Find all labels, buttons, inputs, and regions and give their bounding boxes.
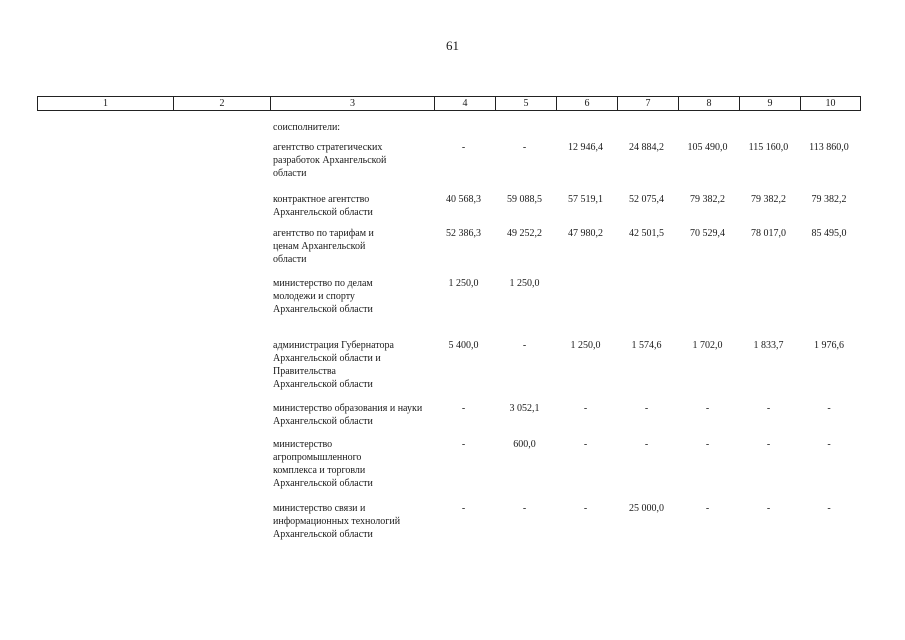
value-cell <box>433 121 494 134</box>
executor-name: агентство стратегических разработок Архангельской области <box>273 142 387 179</box>
value-cell: 1 833,7 <box>753 340 784 351</box>
value-cell: - <box>705 439 710 450</box>
empty-cell <box>37 339 269 391</box>
value-cell: 47 980,2 <box>568 228 603 239</box>
value-cell: 79 382,2 <box>751 194 786 205</box>
column-number: 9 <box>739 97 800 110</box>
value-cell <box>555 277 616 316</box>
value-cell: 1 250,0 <box>448 278 479 289</box>
value-cell <box>799 277 859 316</box>
table-row <box>37 438 859 490</box>
value-cell: - <box>827 403 831 414</box>
table-row <box>37 277 859 316</box>
table-row <box>37 193 859 219</box>
empty-cell <box>37 277 269 316</box>
value-cell <box>677 277 738 316</box>
value-cell <box>555 121 616 134</box>
executor-name: агентство по тарифам и ценам Архангельской области <box>273 228 374 265</box>
value-cell: - <box>766 403 771 414</box>
value-cell: - <box>644 439 649 450</box>
value-cell: - <box>461 142 466 153</box>
value-cell: 78 017,0 <box>751 228 786 239</box>
column-number-header <box>37 96 861 111</box>
table-row <box>37 121 859 134</box>
table-row <box>37 339 859 391</box>
table-row <box>37 141 859 180</box>
column-number: 8 <box>678 97 739 110</box>
table-row <box>37 227 859 266</box>
value-cell: 3 052,1 <box>509 403 540 414</box>
value-cell <box>738 277 799 316</box>
table-row <box>37 502 859 541</box>
value-cell: 24 884,2 <box>629 142 664 153</box>
value-cell: 5 400,0 <box>448 340 479 351</box>
value-cell <box>677 121 738 134</box>
value-cell: 105 490,0 <box>687 142 728 153</box>
empty-cell <box>37 141 269 180</box>
value-cell: 40 568,3 <box>446 194 481 205</box>
value-cell: - <box>522 340 527 351</box>
value-cell: 42 501,5 <box>629 228 664 239</box>
page-number: 61 <box>446 38 459 53</box>
column-number: 10 <box>800 97 860 110</box>
empty-cell <box>37 227 269 266</box>
value-cell: - <box>522 503 527 514</box>
empty-cell <box>37 402 269 428</box>
column-number: 2 <box>173 97 270 110</box>
value-cell: - <box>583 403 588 414</box>
value-cell: 1 250,0 <box>570 340 601 351</box>
value-cell: 57 519,1 <box>568 194 603 205</box>
empty-cell <box>37 502 269 541</box>
value-cell: - <box>461 503 466 514</box>
value-cell: 115 160,0 <box>748 142 789 153</box>
column-number: 5 <box>495 97 556 110</box>
value-cell: 52 386,3 <box>446 228 481 239</box>
value-cell: - <box>827 439 831 450</box>
executor-name: администрация Губернатора Архангельской области и Правительства Архангельской области <box>273 340 394 390</box>
empty-cell <box>37 121 269 134</box>
value-cell <box>799 121 859 134</box>
value-cell: 49 252,2 <box>507 228 542 239</box>
value-cell: - <box>522 142 527 153</box>
value-cell: - <box>766 439 771 450</box>
value-cell: 1 702,0 <box>692 340 723 351</box>
value-cell: - <box>461 403 466 414</box>
value-cell: 59 088,5 <box>507 194 542 205</box>
column-number: 6 <box>556 97 617 110</box>
value-cell: 1 574,6 <box>631 340 662 351</box>
value-cell <box>738 121 799 134</box>
empty-cell <box>37 438 269 490</box>
value-cell: - <box>461 439 466 450</box>
value-cell: 79 382,2 <box>811 194 847 205</box>
value-cell: - <box>766 503 771 514</box>
executor-name: соисполнители: <box>273 122 341 133</box>
value-cell: 85 495,0 <box>811 228 847 239</box>
column-number: 3 <box>270 97 434 110</box>
value-cell: 600,0 <box>513 439 536 450</box>
column-number: 7 <box>617 97 678 110</box>
executor-name: министерство связи и информационных технологий Архангельской области <box>273 503 401 540</box>
value-cell: 12 946,4 <box>568 142 603 153</box>
value-cell: 79 382,2 <box>690 194 725 205</box>
executor-name: контрактное агентство Архангельской области <box>273 194 373 218</box>
executor-name: министерство агропромышленного комплекса и торговли Архангельской области <box>273 439 373 489</box>
table-row <box>37 402 859 428</box>
value-cell: - <box>705 403 710 414</box>
value-cell <box>616 121 677 134</box>
executor-name: министерство по делам молодежи и спорту Архангельской области <box>273 278 373 315</box>
column-number: 4 <box>434 97 495 110</box>
value-cell: - <box>583 503 588 514</box>
value-cell: - <box>583 439 588 450</box>
value-cell <box>494 121 555 134</box>
value-cell: - <box>705 503 710 514</box>
value-cell: - <box>644 403 649 414</box>
value-cell: 1 250,0 <box>509 278 540 289</box>
executor-name: министерство образования и науки Архангельской области <box>273 403 423 427</box>
value-cell: 1 976,6 <box>814 340 844 351</box>
value-cell: 25 000,0 <box>629 503 664 514</box>
value-cell: - <box>827 503 831 514</box>
value-cell: 70 529,4 <box>690 228 725 239</box>
column-number: 1 <box>103 98 108 109</box>
value-cell: 113 860,0 <box>809 142 849 153</box>
empty-cell <box>37 193 269 219</box>
value-cell: 52 075,4 <box>629 194 664 205</box>
value-cell <box>616 277 677 316</box>
